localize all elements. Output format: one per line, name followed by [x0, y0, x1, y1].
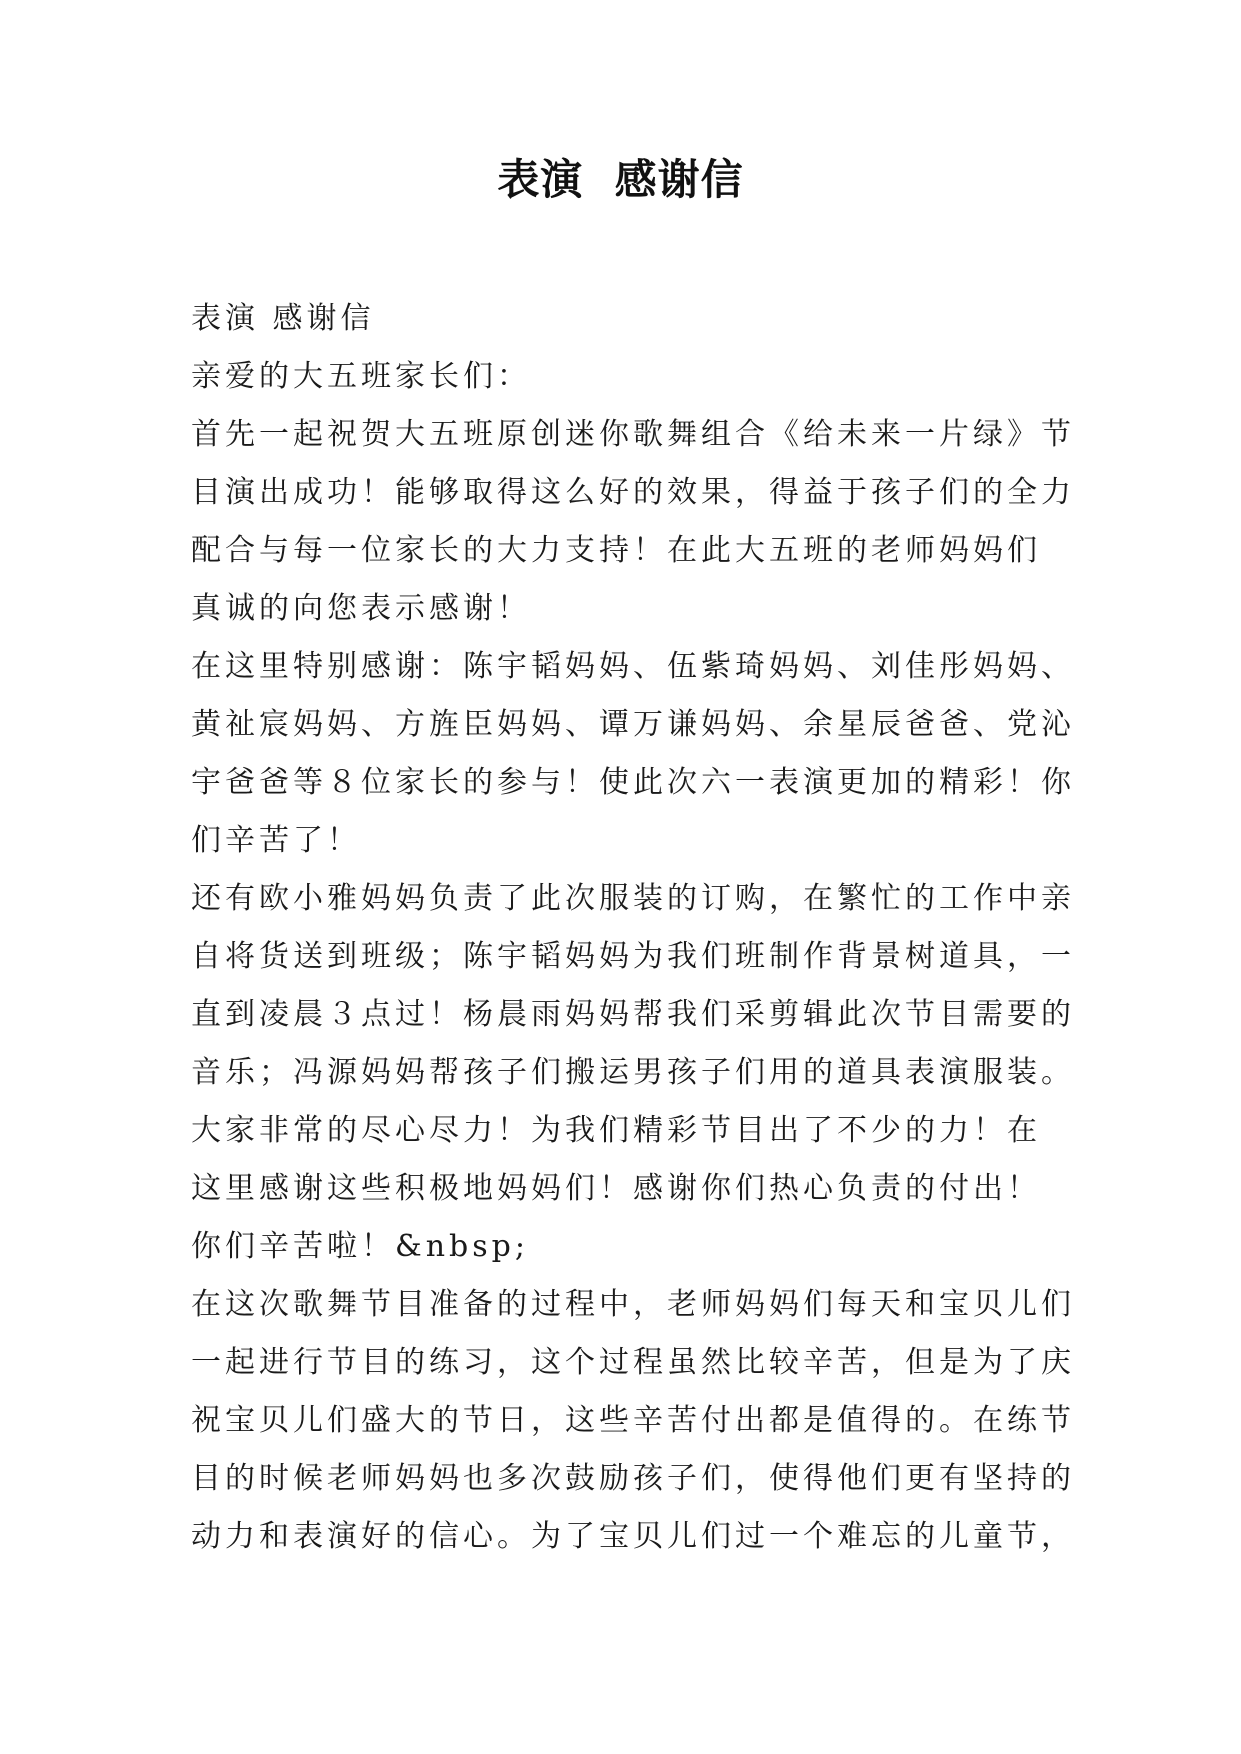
body-line: 这里感谢这些积极地妈妈们！感谢你们热心负责的付出！: [191, 1171, 1041, 1206]
body-line: 你们辛苦啦！&nbsp;: [191, 1229, 529, 1264]
body-line: 亲爱的大五班家长们：: [191, 359, 531, 394]
body-line: 们辛苦了！: [191, 823, 361, 858]
body-line: 在这次歌舞节目准备的过程中，老师妈妈们每天和宝贝儿们: [191, 1287, 1075, 1322]
body-line: 直到凌晨３点过！杨晨雨妈妈帮我们采剪辑此次节目需要的: [191, 997, 1075, 1032]
body-line: 还有欧小雅妈妈负责了此次服装的订购，在繁忙的工作中亲: [191, 881, 1075, 916]
body-line: 一起进行节目的练习，这个过程虽然比较辛苦，但是为了庆: [191, 1345, 1075, 1380]
document-title: 表演 感谢信: [497, 155, 744, 204]
body-line: 音乐；冯源妈妈帮孩子们搬运男孩子们用的道具表演服装。: [191, 1055, 1075, 1090]
body-line: 目的时候老师妈妈也多次鼓励孩子们，使得他们更有坚持的: [191, 1461, 1075, 1496]
body-line: 大家非常的尽心尽力！为我们精彩节目出了不少的力！在: [191, 1113, 1041, 1148]
body-line: 祝宝贝儿们盛大的节日，这些辛苦付出都是值得的。在练节: [191, 1403, 1075, 1438]
body-line: 配合与每一位家长的大力支持！在此大五班的老师妈妈们: [191, 533, 1041, 568]
body-line: 目演出成功！能够取得这么好的效果，得益于孩子们的全力: [191, 475, 1075, 510]
body-line: 在这里特别感谢：陈宇韬妈妈、伍紫琦妈妈、刘佳彤妈妈、: [191, 649, 1075, 684]
body-line: 宇爸爸等８位家长的参与！使此次六一表演更加的精彩！你: [191, 765, 1075, 800]
body-line: 真诚的向您表示感谢！: [191, 591, 531, 626]
body-line: 自将货送到班级；陈宇韬妈妈为我们班制作背景树道具，一: [191, 939, 1075, 974]
document-body: [191, 290, 1075, 1566]
body-line: 首先一起祝贺大五班原创迷你歌舞组合《给未来一片绿》节: [191, 417, 1075, 452]
body-line: 表演 感谢信: [191, 301, 375, 336]
body-line: 黄祉宸妈妈、方旌臣妈妈、谭万谦妈妈、余星辰爸爸、党沁: [191, 707, 1075, 742]
body-line: 动力和表演好的信心。为了宝贝儿们过一个难忘的儿童节，: [191, 1519, 1075, 1554]
